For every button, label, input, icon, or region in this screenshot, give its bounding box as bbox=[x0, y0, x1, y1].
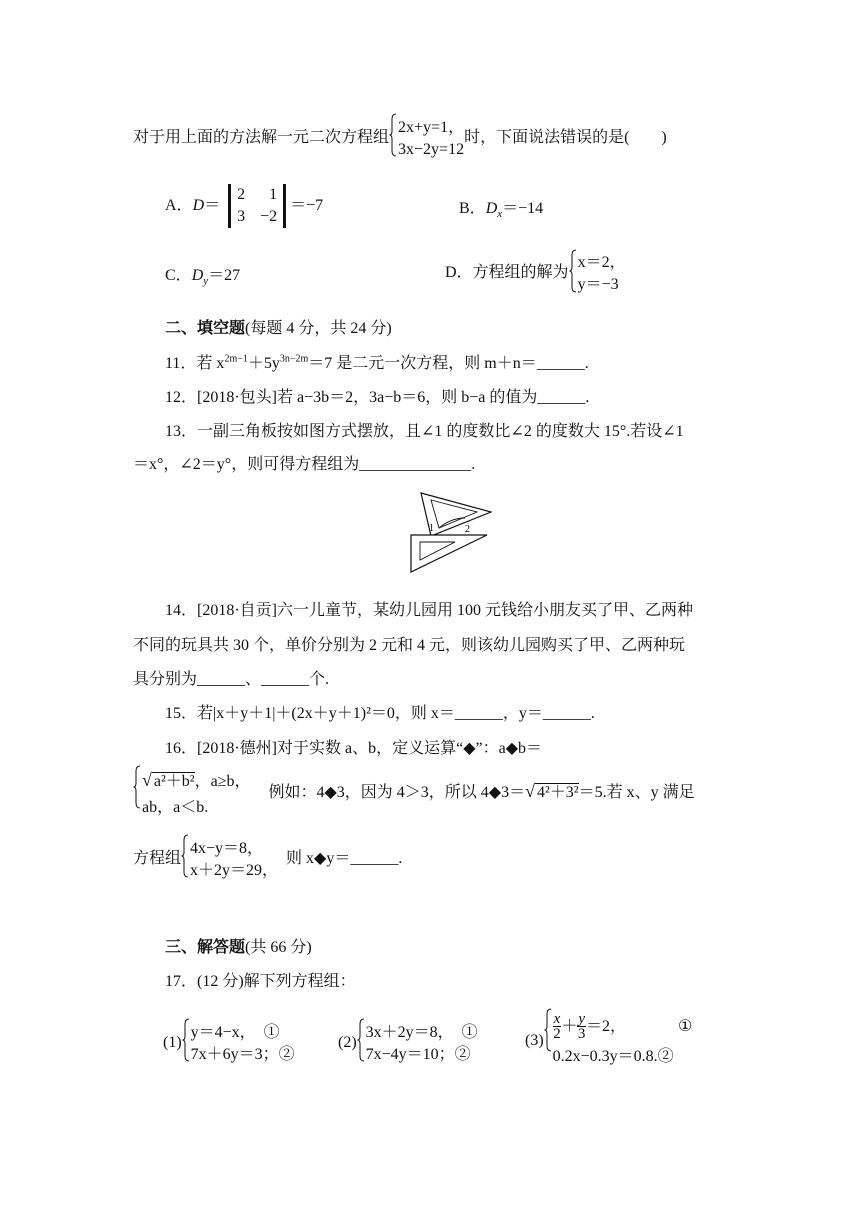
q10-stem-a: 对于用上面的方法解一元二次方程组 bbox=[133, 129, 390, 146]
q17-p3-system bbox=[544, 1008, 693, 1074]
q17-p2-eq1: 3x＋2y＝8， ① bbox=[365, 1023, 478, 1041]
q17-p3-mark1: ① bbox=[678, 1017, 693, 1035]
triangle-rulers-figure bbox=[405, 490, 497, 580]
question-11 bbox=[165, 350, 589, 373]
left-brace-icon bbox=[133, 765, 141, 809]
left-brace-icon bbox=[357, 1018, 365, 1062]
q16-example: 例如：4◆3，因为 4＞3，所以 4◆3＝ bbox=[268, 784, 526, 801]
left-brace-icon bbox=[181, 834, 189, 878]
q17-p1-eq2: 7x＋6y＝3；② bbox=[190, 1045, 295, 1063]
q17-p3-plus: ＋ bbox=[561, 1017, 578, 1035]
q16-piecewise-brace bbox=[133, 765, 250, 821]
question-14-line2: 不同的玩具共 30 个，单价分别为 2 元和 4 元，则该幼儿园购买了甲、乙两种玩 bbox=[133, 637, 686, 654]
question-17-stem: 17．(12 分)解下列方程组： bbox=[165, 973, 356, 990]
section-2-title: 二、填空题 bbox=[165, 318, 246, 337]
option-b-sub: x bbox=[497, 208, 503, 221]
q16-example-rest: ＝5.若 x、y 满足 bbox=[578, 784, 695, 801]
q16-piece1-cond: ，a≥b， bbox=[194, 772, 251, 790]
q16-sys-eq1: 4x−y＝8， bbox=[190, 839, 264, 857]
q17-p3-label: (3) bbox=[525, 1032, 544, 1049]
option-c-d: D bbox=[191, 267, 204, 284]
q17-p3-eq1-rest: ＝2， bbox=[586, 1017, 627, 1035]
q10-eq1: 2x+y=1， bbox=[398, 118, 465, 136]
option-d-eq1: x＝2， bbox=[577, 253, 626, 271]
q10-option-b bbox=[459, 195, 543, 220]
q16-sys-label: 方程组 bbox=[133, 850, 182, 867]
q11-sup2: 3n−2m bbox=[279, 353, 309, 365]
section-3-title: 三、解答题 bbox=[165, 937, 246, 956]
matrix-r1c2: 1 bbox=[269, 186, 278, 204]
determinant bbox=[228, 184, 286, 228]
question-13-line2: ＝x°，∠2＝y°，则可得方程组为______________. bbox=[133, 456, 476, 473]
q17-p3-frac1-num: x bbox=[553, 1011, 561, 1028]
left-brace-icon bbox=[182, 1018, 190, 1062]
option-d-label: D．方程组的解为 bbox=[445, 264, 569, 281]
q16-piece2: ab，a＜b. bbox=[142, 798, 209, 816]
section-2-note: (每题 4 分，共 24 分) bbox=[245, 320, 392, 337]
option-b-d: D bbox=[485, 200, 498, 217]
left-brace-icon bbox=[544, 1008, 552, 1052]
question-14-line3: 具分别为______、______个. bbox=[133, 671, 330, 688]
q16-example-root: 4²＋3² bbox=[537, 784, 579, 801]
matrix-r1c1: 2 bbox=[237, 186, 246, 204]
question-13-line1: 13．一副三角板按如图方式摆放，且∠1 的度数比∠2 的度数大 15°.若设∠1 bbox=[165, 423, 684, 440]
q17-part-2 bbox=[338, 1018, 478, 1068]
q10-option-d bbox=[445, 249, 626, 297]
question-14-line1: 14．[2018·自贡]六一儿童节，某幼儿园用 100 元钱给小朋友买了甲、乙两种 bbox=[165, 602, 693, 619]
option-a-result: ＝−7 bbox=[290, 197, 324, 214]
question-15: 15．若|x＋y＋1|＋(2x＋y＋1)²＝0，则 x＝______，y＝______. bbox=[165, 705, 595, 722]
q17-p2-system bbox=[357, 1018, 478, 1068]
q10-stem-b: 时，下面说法错误的是( ) bbox=[464, 129, 667, 146]
question-16-system bbox=[133, 834, 402, 884]
q16-sys-rest: 则 x◆y＝______. bbox=[286, 850, 403, 867]
q17-p3-frac2 bbox=[577, 1012, 586, 1041]
q16-piece1-expr: a²＋b² bbox=[153, 772, 195, 790]
option-b-rest: ＝−14 bbox=[502, 200, 544, 217]
q17-part-1 bbox=[163, 1018, 295, 1068]
q17-p3-frac2-num: y bbox=[578, 1011, 586, 1028]
option-a-eq: ＝ bbox=[204, 197, 221, 214]
q11-num: 11． bbox=[165, 355, 197, 372]
q10-eq2: 3x−2y=12 bbox=[398, 140, 465, 158]
option-a-d: D bbox=[192, 197, 205, 214]
section-2-heading bbox=[165, 315, 392, 338]
option-b-label: B． bbox=[459, 200, 486, 217]
q17-p3-frac1-den: 2 bbox=[553, 1026, 561, 1043]
sqrt-icon: √ bbox=[142, 769, 152, 790]
q11-part-c: ＝7 是二元一次方程，则 m＋n＝______. bbox=[308, 355, 589, 372]
figure-label-2: 2 bbox=[465, 524, 470, 535]
left-brace-icon bbox=[389, 113, 397, 157]
q16-system bbox=[181, 834, 278, 884]
option-c-label: C． bbox=[165, 267, 192, 284]
question-12: 12．[2018·包头]若 a−3b＝2，3a−b＝6，则 b−a 的值为______. bbox=[165, 389, 590, 406]
q11-sup1: 2m−1 bbox=[224, 353, 248, 365]
figure-label-1: 1 bbox=[429, 523, 434, 534]
q17-p3-eq2: 0.2x−0.3y＝0.8.② bbox=[552, 1047, 674, 1065]
section-3-note: (共 66 分) bbox=[245, 939, 312, 956]
matrix-r2c2: −2 bbox=[260, 208, 278, 226]
q10-system bbox=[389, 113, 464, 163]
question-16-line1: 16．[2018·德州]对于实数 a、b，定义运算“◆”：a◆b＝ bbox=[165, 740, 543, 757]
q10-option-a bbox=[165, 183, 323, 229]
q16-sys-eq2: x＋2y＝29， bbox=[190, 861, 279, 879]
question-16-piecewise bbox=[133, 763, 695, 819]
q17-p3-frac2-den: 3 bbox=[577, 1026, 586, 1043]
option-c-sub: y bbox=[203, 275, 209, 288]
matrix-r2c1: 3 bbox=[237, 208, 246, 226]
option-d-eq2: y＝−3 bbox=[577, 275, 619, 293]
q10-option-c bbox=[165, 262, 240, 287]
section-3-heading bbox=[165, 934, 312, 957]
option-a-label: A． bbox=[165, 197, 193, 214]
q17-p1-eq1: y＝4−x， ① bbox=[190, 1023, 280, 1041]
q17-p2-eq2: 7x−4y＝10；② bbox=[365, 1045, 471, 1063]
q11-part-b: ＋5y bbox=[247, 355, 280, 372]
sqrt-icon: √ bbox=[525, 781, 535, 801]
option-c-rest: ＝27 bbox=[208, 267, 241, 284]
q17-p1-label: (1) bbox=[163, 1034, 182, 1051]
q17-part-3 bbox=[525, 1008, 692, 1074]
q17-p1-system bbox=[182, 1018, 295, 1068]
q10-stem bbox=[133, 113, 667, 163]
q17-p2-label: (2) bbox=[338, 1034, 357, 1051]
left-brace-icon bbox=[569, 249, 577, 293]
option-d-system bbox=[569, 249, 626, 297]
q11-part-a: 若 x bbox=[196, 355, 225, 372]
